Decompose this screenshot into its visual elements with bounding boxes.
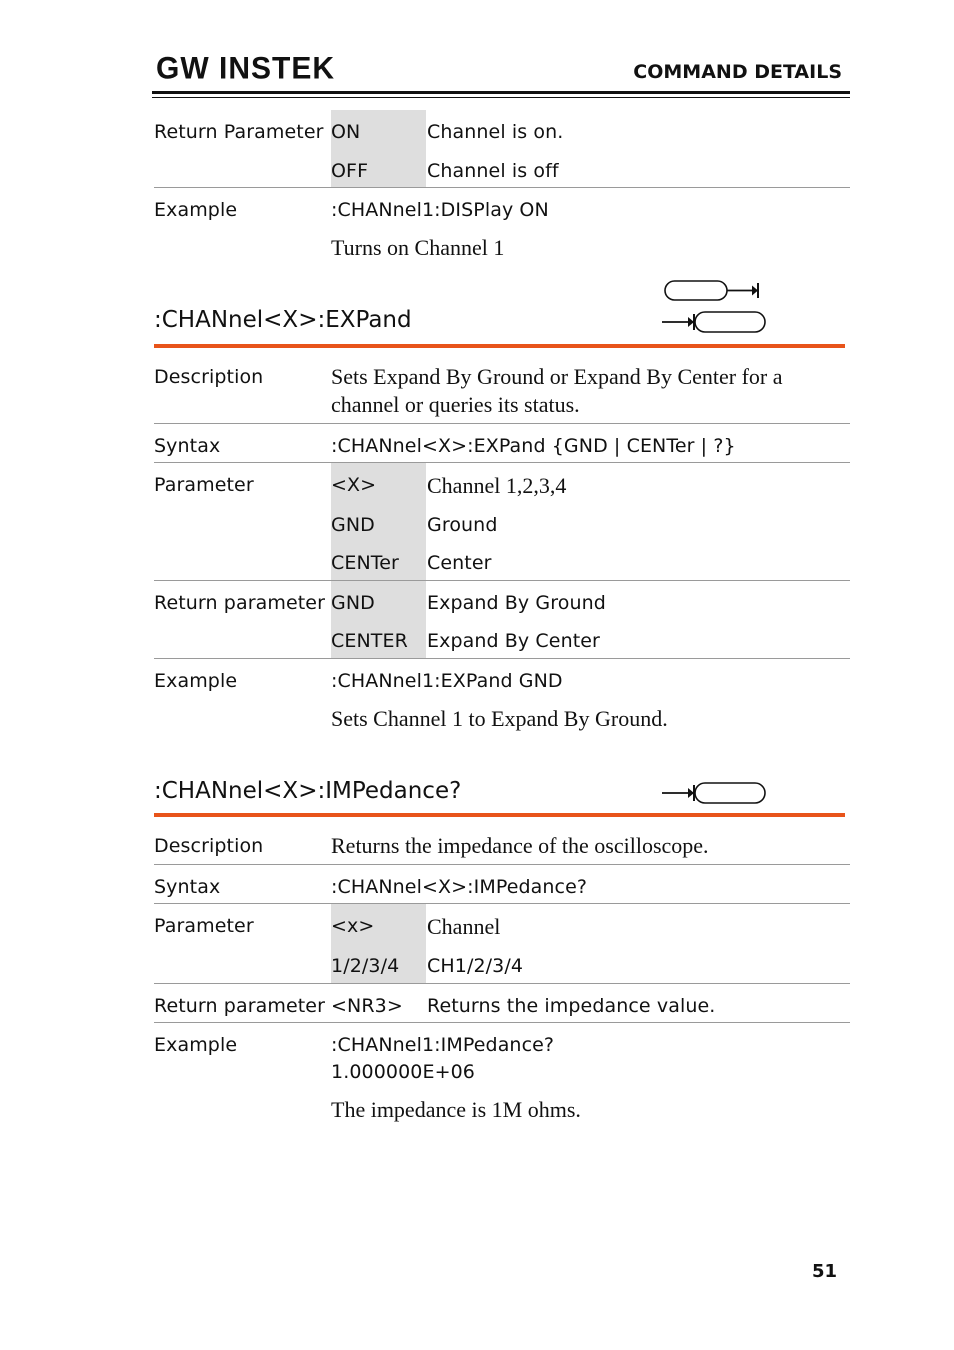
example-return-value: 1.000000E+06 bbox=[331, 1061, 475, 1083]
gw-instek-logo: GW INSTEK bbox=[156, 51, 335, 86]
return-param: <NR3> bbox=[331, 995, 403, 1017]
row-divider bbox=[154, 423, 850, 424]
syntax-label: Syntax bbox=[154, 435, 221, 457]
return-desc: Channel is on. bbox=[427, 121, 564, 143]
return-parameter-label: Return parameter bbox=[154, 995, 325, 1017]
syntax-text: :CHANnel<X>:IMPedance? bbox=[331, 876, 588, 898]
param-desc: CH1/2/3/4 bbox=[427, 955, 524, 977]
row-divider bbox=[154, 462, 850, 463]
param-desc: Channel bbox=[427, 914, 501, 939]
syntax-label: Syntax bbox=[154, 876, 221, 898]
section-header: COMMAND DETAILS bbox=[633, 61, 842, 83]
example-command: :CHANnel1:EXPand GND bbox=[331, 670, 563, 692]
description-label: Description bbox=[154, 835, 264, 857]
return-desc: Channel is off bbox=[427, 160, 559, 182]
row-divider bbox=[154, 983, 850, 984]
header-rule-thick bbox=[152, 91, 850, 94]
query-command-icon bbox=[660, 781, 768, 805]
description-text: Sets Expand By Ground or Expand By Center for a bbox=[331, 364, 783, 389]
param-name: <X> bbox=[331, 474, 377, 496]
example-label: Example bbox=[154, 670, 238, 692]
description-text: Returns the impedance of the oscilloscope. bbox=[331, 833, 709, 858]
param-name: GND bbox=[331, 514, 375, 536]
return-parameter-label: Return Parameter bbox=[154, 121, 324, 143]
row-divider bbox=[154, 864, 850, 865]
query-command-icon bbox=[660, 310, 768, 334]
param-name: 1/2/3/4 bbox=[331, 955, 400, 977]
row-divider bbox=[154, 1022, 850, 1023]
row-divider bbox=[154, 580, 850, 581]
param-name: <x> bbox=[331, 915, 375, 937]
example-description: Sets Channel 1 to Expand By Ground. bbox=[331, 706, 668, 731]
return-param: CENTER bbox=[331, 630, 408, 652]
return-desc: Expand By Ground bbox=[427, 592, 606, 614]
return-param: GND bbox=[331, 592, 375, 614]
param-desc: Center bbox=[427, 552, 492, 574]
example-command: :CHANnel1:DISPlay ON bbox=[331, 199, 549, 221]
return-param: OFF bbox=[331, 160, 369, 182]
row-divider bbox=[154, 187, 850, 188]
example-description: Turns on Channel 1 bbox=[331, 235, 505, 260]
param-name: CENTer bbox=[331, 552, 399, 574]
return-param: ON bbox=[331, 121, 361, 143]
example-command: :CHANnel1:IMPedance? bbox=[331, 1034, 555, 1056]
section-rule bbox=[154, 344, 845, 348]
return-desc: Expand By Center bbox=[427, 630, 600, 652]
set-command-icon bbox=[662, 279, 764, 303]
page-number: 51 bbox=[812, 1261, 838, 1282]
parameter-label: Parameter bbox=[154, 474, 254, 496]
row-divider bbox=[154, 903, 850, 904]
section-title-impedance: :CHANnel<X>:IMPedance? bbox=[154, 778, 462, 804]
row-divider bbox=[154, 658, 850, 659]
return-desc: Returns the impedance value. bbox=[427, 995, 716, 1017]
syntax-text: :CHANnel<X>:EXPand {GND | CENTer | ?} bbox=[331, 435, 736, 457]
example-label: Example bbox=[154, 1034, 238, 1056]
example-label: Example bbox=[154, 199, 238, 221]
param-desc: Channel 1,2,3,4 bbox=[427, 473, 567, 498]
return-parameter-label: Return parameter bbox=[154, 592, 325, 614]
description-text: channel or queries its status. bbox=[331, 392, 580, 417]
parameter-label: Parameter bbox=[154, 915, 254, 937]
header-rule-thin bbox=[152, 97, 850, 98]
section-title-expand: :CHANnel<X>:EXPand bbox=[154, 307, 412, 333]
param-desc: Ground bbox=[427, 514, 498, 536]
example-description: The impedance is 1M ohms. bbox=[331, 1097, 581, 1122]
description-label: Description bbox=[154, 366, 264, 388]
section-rule bbox=[154, 813, 845, 817]
